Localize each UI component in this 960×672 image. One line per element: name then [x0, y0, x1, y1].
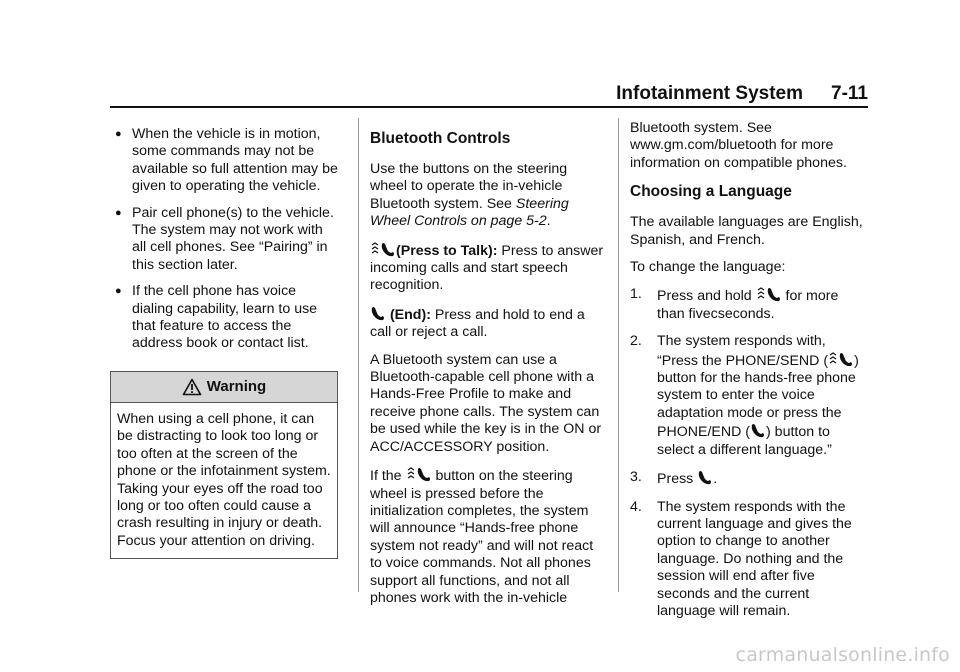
steering-controls-reference: Steering Wheel Controls on page 5-2 — [370, 195, 569, 230]
press-to-talk-icon — [406, 466, 432, 482]
initialization-paragraph: If the button on the steering wheel is pressed before the initialization completes, the system will announce “Hands-free phone system not ready” and will not react to voice commands. Not all phones support all functions, and not all phones work with the in-vehicle — [370, 468, 594, 606]
warning-icon — [182, 378, 202, 396]
phone-end-icon — [750, 422, 766, 438]
change-language-paragraph: To change the language: — [630, 259, 786, 276]
bullet-icon: ● — [115, 206, 122, 219]
column-divider-1 — [358, 118, 359, 592]
page-header — [110, 82, 868, 106]
press-to-talk-icon — [756, 286, 782, 302]
end-call-icon — [697, 469, 713, 485]
warning-title: Warning — [206, 378, 267, 396]
list-item: ● Pair cell phone(s) to the vehicle. The system may not work with all cell phones. See “Pairing” in this section later. — [115, 204, 334, 273]
warning-body: When using a cell phone, it can be distracting to look too long or too often at the screen of the phone or the infotainment system. Taking your eyes off the road too long or too often could cause a crash resulting in injury or death. Focus your attention on driving. — [117, 410, 331, 549]
press-to-talk-icon — [370, 241, 396, 257]
intro-paragraph: Use the buttons on the steering wheel to operate the in-vehicle Bluetooth system. See Steering Wheel Controls on page 5-2. — [370, 161, 569, 230]
languages-paragraph: The available languages are English, Spanish, and French. — [630, 214, 863, 248]
watermark: carmanualsonline.info — [735, 644, 950, 666]
bullet-icon: ● — [115, 128, 122, 140]
header-rule — [110, 106, 868, 108]
page-number: 7-11 — [831, 83, 868, 104]
step-1: 1. Press and hold for more than fivecseconds. — [630, 286, 839, 322]
step-3: 3. Press . — [630, 469, 718, 488]
step-4: 4. The system responds with the current language and gives the option to change to another language. Do nothing and the session will end after five seconds and the current language will remain. — [630, 498, 852, 619]
list-item: ● When the vehicle is in motion, some commands may not be available so full attention may be given to operating the vehicle. — [115, 126, 338, 195]
choosing-language-heading: Choosing a Language — [630, 183, 792, 201]
list-item: ● If the cell phone has voice dialing capability, learn to use that feature to access the address book or contact list. — [115, 283, 318, 352]
compatibility-paragraph: Bluetooth system. See www.gm.com/bluetooth for more information on compatible phones. — [630, 120, 847, 171]
bluetooth-controls-heading: Bluetooth Controls — [370, 130, 511, 147]
column-1 — [110, 120, 338, 559]
phone-send-icon — [828, 351, 854, 367]
column-2 — [370, 120, 604, 617]
bluetooth-paragraph: A Bluetooth system can use a Bluetooth-capable cell phone with a Hands-Free Profile to make and receive phone calls. The system can be used while the key is in the ON or ACC/ACCESSORY position. — [370, 351, 602, 455]
warning-header — [111, 372, 337, 403]
section-title: Infotainment System — [616, 83, 804, 104]
talk-description: (Press to Talk): Press to answer incoming calls and start speech recognition. — [370, 242, 604, 294]
column-3 — [630, 120, 868, 630]
warning-box — [110, 371, 338, 559]
column-divider-2 — [618, 118, 619, 592]
step-2: 2. The system responds with, “Press the PHONE/SEND ( ) button for the hands-free phone system to enter the voice adaptation mode or press the PHONE/END ( ) button to select a different language.” — [630, 333, 859, 458]
end-call-icon — [370, 305, 386, 321]
bullet-icon: ● — [115, 285, 122, 298]
end-description: (End): Press and hold to end a call or reject a call. — [370, 306, 585, 341]
